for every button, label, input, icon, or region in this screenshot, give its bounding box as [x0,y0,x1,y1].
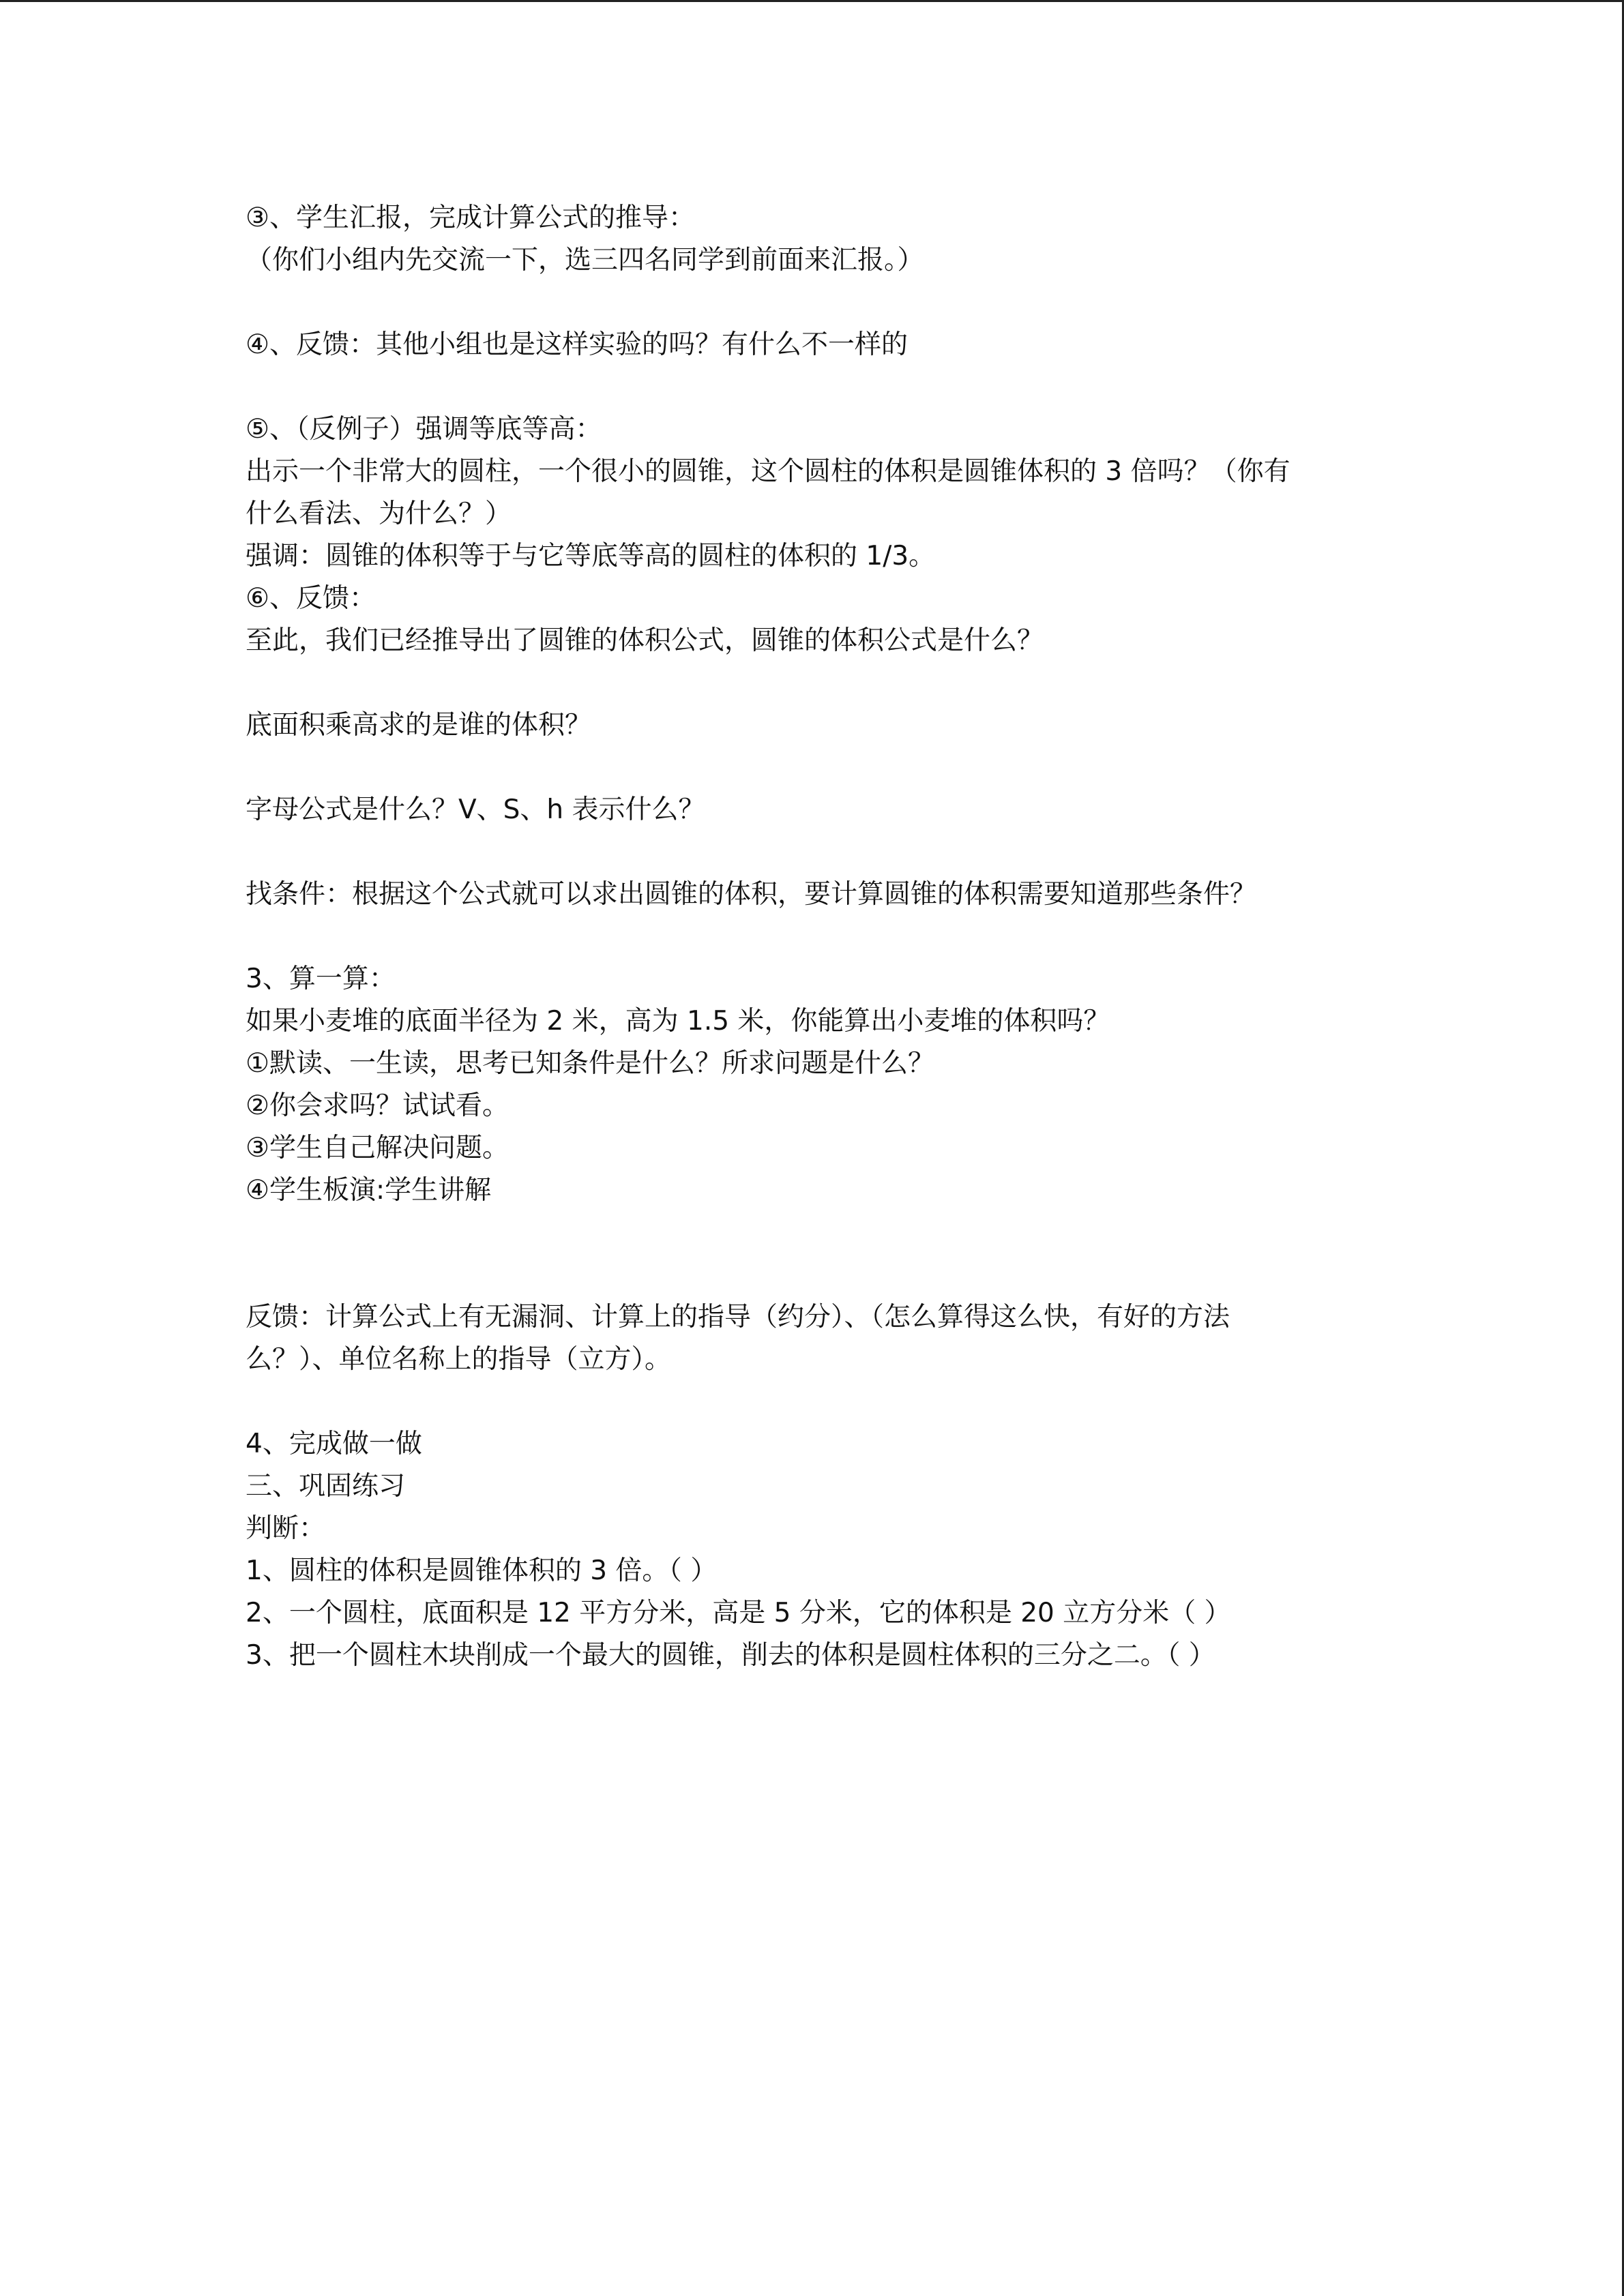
text-line: 3、算一算： [246,964,396,994]
text-line: ①默读、一生读，思考已知条件是什么？所求问题是什么？ [246,1048,934,1079]
text-line: 三、巩固练习 [246,1471,406,1502]
text-line: 什么看法、为什么？） [246,498,512,529]
text-line: 2、一个圆柱，底面积是 12 平方分米，高是 5 分米，它的体积是 20 立方分米（ ） [246,1598,1231,1628]
paragraph-gap [246,831,1405,874]
text-line: 反馈：计算公式上有无漏洞、计算上的指导（约分）、（怎么算得这么快，有好的方法 [246,1302,1230,1332]
text-line: ④学生板演:学生讲解 [246,1175,492,1206]
text-line: （你们小组内先交流一下，选三四名同学到前面来汇报。） [246,245,924,275]
text-line: 么？）、单位名称上的指导（立方）。 [246,1344,672,1375]
text-line: ②你会求吗？试试看。 [246,1090,509,1121]
text-line: ⑥、反馈： [246,583,376,614]
text-line: ③、学生汇报，完成计算公式的推导： [246,203,695,233]
text-line: 1、圆柱的体积是圆锥体积的 3 倍。（ ） [246,1555,718,1586]
paragraph-gap [246,747,1405,789]
paragraph-gap [246,366,1405,408]
text-line: 强调：圆锥的体积等于与它等底等高的圆柱的体积的 1/3。 [246,541,936,571]
text-line: 至此，我们已经推导出了圆锥的体积公式，圆锥的体积公式是什么？ [246,625,1044,656]
text-line: 出示一个非常大的圆柱，一个很小的圆锥，这个圆柱的体积是圆锥体积的 3 倍吗？（你有 [246,456,1290,487]
text-line: 底面积乘高求的是谁的体积？ [246,710,592,741]
text-line: ③学生自己解决问题。 [246,1133,509,1163]
paragraph-gap [246,1381,1405,1423]
text-line: 找条件：根据这个公式就可以求出圆锥的体积，要计算圆锥的体积需要知道那些条件？ [246,879,1257,910]
paragraph-gap [246,662,1405,704]
paragraph-gap [246,916,1405,958]
text-line: 字母公式是什么？V、S、h 表示什么？ [246,794,705,825]
text-line: ④、反馈：其他小组也是这样实验的吗？有什么不一样的 [246,329,908,360]
text-line: ⑤、（反例子）强调等底等高： [246,414,602,445]
paragraph-gap [246,282,1405,324]
text-line: 4、完成做一做 [246,1429,422,1459]
text-line: 如果小麦堆的底面半径为 2 米，高为 1.5 米，你能算出小麦堆的体积吗？ [246,1006,1110,1037]
text-line: 3、把一个圆柱木块削成一个最大的圆锥，削去的体积是圆柱体积的三分之二。（ ） [246,1640,1215,1671]
paragraph-gap [246,1212,1405,1296]
document-body [246,197,1405,1677]
text-line: 判断： [246,1513,326,1544]
